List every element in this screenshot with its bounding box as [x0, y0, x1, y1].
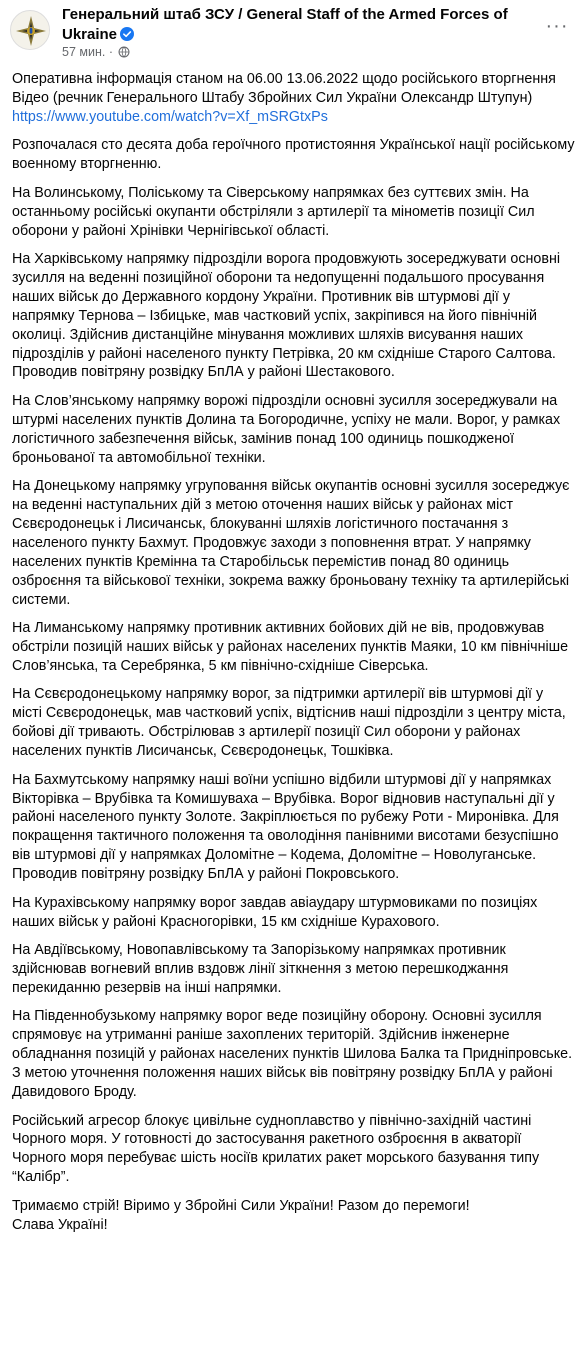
post-paragraph-12: Російський агресор блокує цивільне судноплавство у північно-західній частині Чорного моря. У готовності до застосування ракетного озброєння в акваторії Чорного моря перебуває шість носіїв крилатих ракет морського базування типу “Калібр”. — [12, 1112, 540, 1186]
post-paragraph-3: На Харківському напрямку підрозділи ворога продовжують зосереджувати основні зусилля на веденні позиційної оборони та недопущенні подальшого просування наших військ до Державного кордону України. Противник вів штурмові дії у напрямку Тернова – Ізбицьке, мав частковий успіх, закріпився на його північній околиці. Здійснив дистанційне мінування можливих шляхів висування наших підрозділів у районі населеного пункту Петрівка, 20 км східніше Старого Салтова. Проводив повітряну розвідку БпЛА у районі Шестакового. — [12, 251, 561, 381]
post-paragraph-6: На Лиманському напрямку противник активних бойових дій не вів, продовжував обстріли позицій наших військ у районах населених пунктів Маяки, 10 км північніше Слов’янська, та Серебрянка, 5 км північно-східніше Сіверська. — [12, 620, 569, 674]
page-avatar[interactable] — [10, 10, 50, 50]
post-header — [0, 0, 585, 70]
post-paragraph-5: На Донецькому напрямку угруповання військ окупантів основні зусилля зосереджує на веденні наступальних дій з метою оточення наших військ у районах міст Сєвєродонецьк і Лисичанськ, блокуванні шляхів логістичного постачання з населеного пункту Бахмут. Продовжує заходи з поповнення втрат. У напрямку населених пунктів Кремінна та Старобільськ перемістив понад 80 одиниць озброєння та військової техніки, зокрема важку броньовану техніку та артилерійські системи. — [12, 478, 570, 608]
armed-forces-emblem-icon — [11, 11, 50, 50]
post-paragraph-8: На Бахмутському напрямку наші воїни успішно відбили штурмові дії у напрямках Вікторівка – Врубівка та Комишуваха – Врубівка. Ворог відновив наступальні дії у районі населеного пункту Золоте. Закріплюється по рубежу Роти - Миронівка. Для покращення тактичного положення та оволодіння панівними висотами безуспішно вів штурмові дії у напрямках Доломітне – Кодема, Доломітне – Новолуганське. Проводив повітряну розвідку БпЛА у районі Покровського. — [12, 771, 559, 883]
closing-line-2: Слава Україні! — [12, 1216, 108, 1233]
post-paragraph-10: На Авдіївському, Новопавлівському та Запорізькому напрямках противник здійснював вогневий вплив вздовж лінії зіткнення з метою перешкоджання перекиданню резервів на інші напрямки. — [12, 942, 509, 996]
post-paragraph-2: На Волинському, Поліському та Сіверському напрямках без суттєвих змін. На останньому російські окупанти обстріляли з артилерії та мінометів позиції Сил оборони у районі Хрінівки Чернігівської області. — [12, 184, 535, 239]
post-intro — [12, 70, 576, 127]
intro-line-2: Відео (речник Генерального Штабу Збройних Сил України Олександр Штупун) — [12, 89, 533, 106]
post-paragraph-7: На Сєвєродонецькому напрямку ворог, за підтримки артилерії вів штурмові дії у місті Сєвєродонецьк, мав частковий успіх, відтіснив наші підрозділи з центру міста, бойові дії тривають. Обстрілював з артилерії позиції Сил оборони у районах населених пунктів Лисичанськ, Сєвєродонецьк, Тошківка. — [12, 686, 566, 760]
more-options-button[interactable] — [543, 12, 571, 40]
meta-separator: · — [108, 45, 113, 59]
post-body — [12, 70, 576, 1244]
post-paragraph-4: На Слов’янському напрямку ворожі підрозділи основні зусилля зосереджували на штурмі населених пунктів Долина та Богородичне, успіху не мали. Ворог, у рамках логістичного забезпечення військ, замінив понад 100 одиниць пошкодженої броньованої та автомобільної техніки. — [12, 392, 561, 466]
globe-icon[interactable] — [118, 46, 130, 58]
more-options-icon: ··· — [545, 15, 569, 37]
verified-badge-icon — [120, 27, 134, 41]
page-name-text[interactable]: Генеральний штаб ЗСУ / General Staff of the Armed Forces of Ukraine — [62, 6, 508, 43]
closing-line-1: Тримаємо стрій! Віримо у Збройні Сили України! Разом до перемоги! — [12, 1197, 470, 1214]
post-paragraph-1: Розпочалася сто десята доба героїчного протистояння Української нації російському военному вторгненню. — [12, 137, 575, 173]
post-paragraph-9: На Курахівському напрямку ворог завдав авіаудару штурмовиками по позиціях наших військ у районі Красногорівки, 15 км східніше Курахового. — [12, 894, 538, 930]
post-closing — [12, 1197, 576, 1235]
intro-line-1: Оперативна інформація станом на 06.00 13.06.2022 щодо російського вторгнення — [12, 71, 556, 87]
video-link[interactable]: https://www.youtube.com/watch?v=Xf_mSRGtxPs — [12, 108, 328, 125]
post-meta — [62, 44, 130, 60]
page-name[interactable] — [62, 5, 522, 45]
post-paragraph-11: На Південнобузькому напрямку ворог веде позиційну оборону. Основні зусилля спрямовує на утриманні раніше захоплених територій. Здійснив інженерне обладнання позицій у районах населених пунктів Шилова Балка та Придніпровське. З метою уточнення положення наших військ вів повітряну розвідку БпЛА у районі Давидового Броду. — [12, 1008, 573, 1101]
post-timestamp[interactable]: 57 мин. — [62, 45, 106, 59]
